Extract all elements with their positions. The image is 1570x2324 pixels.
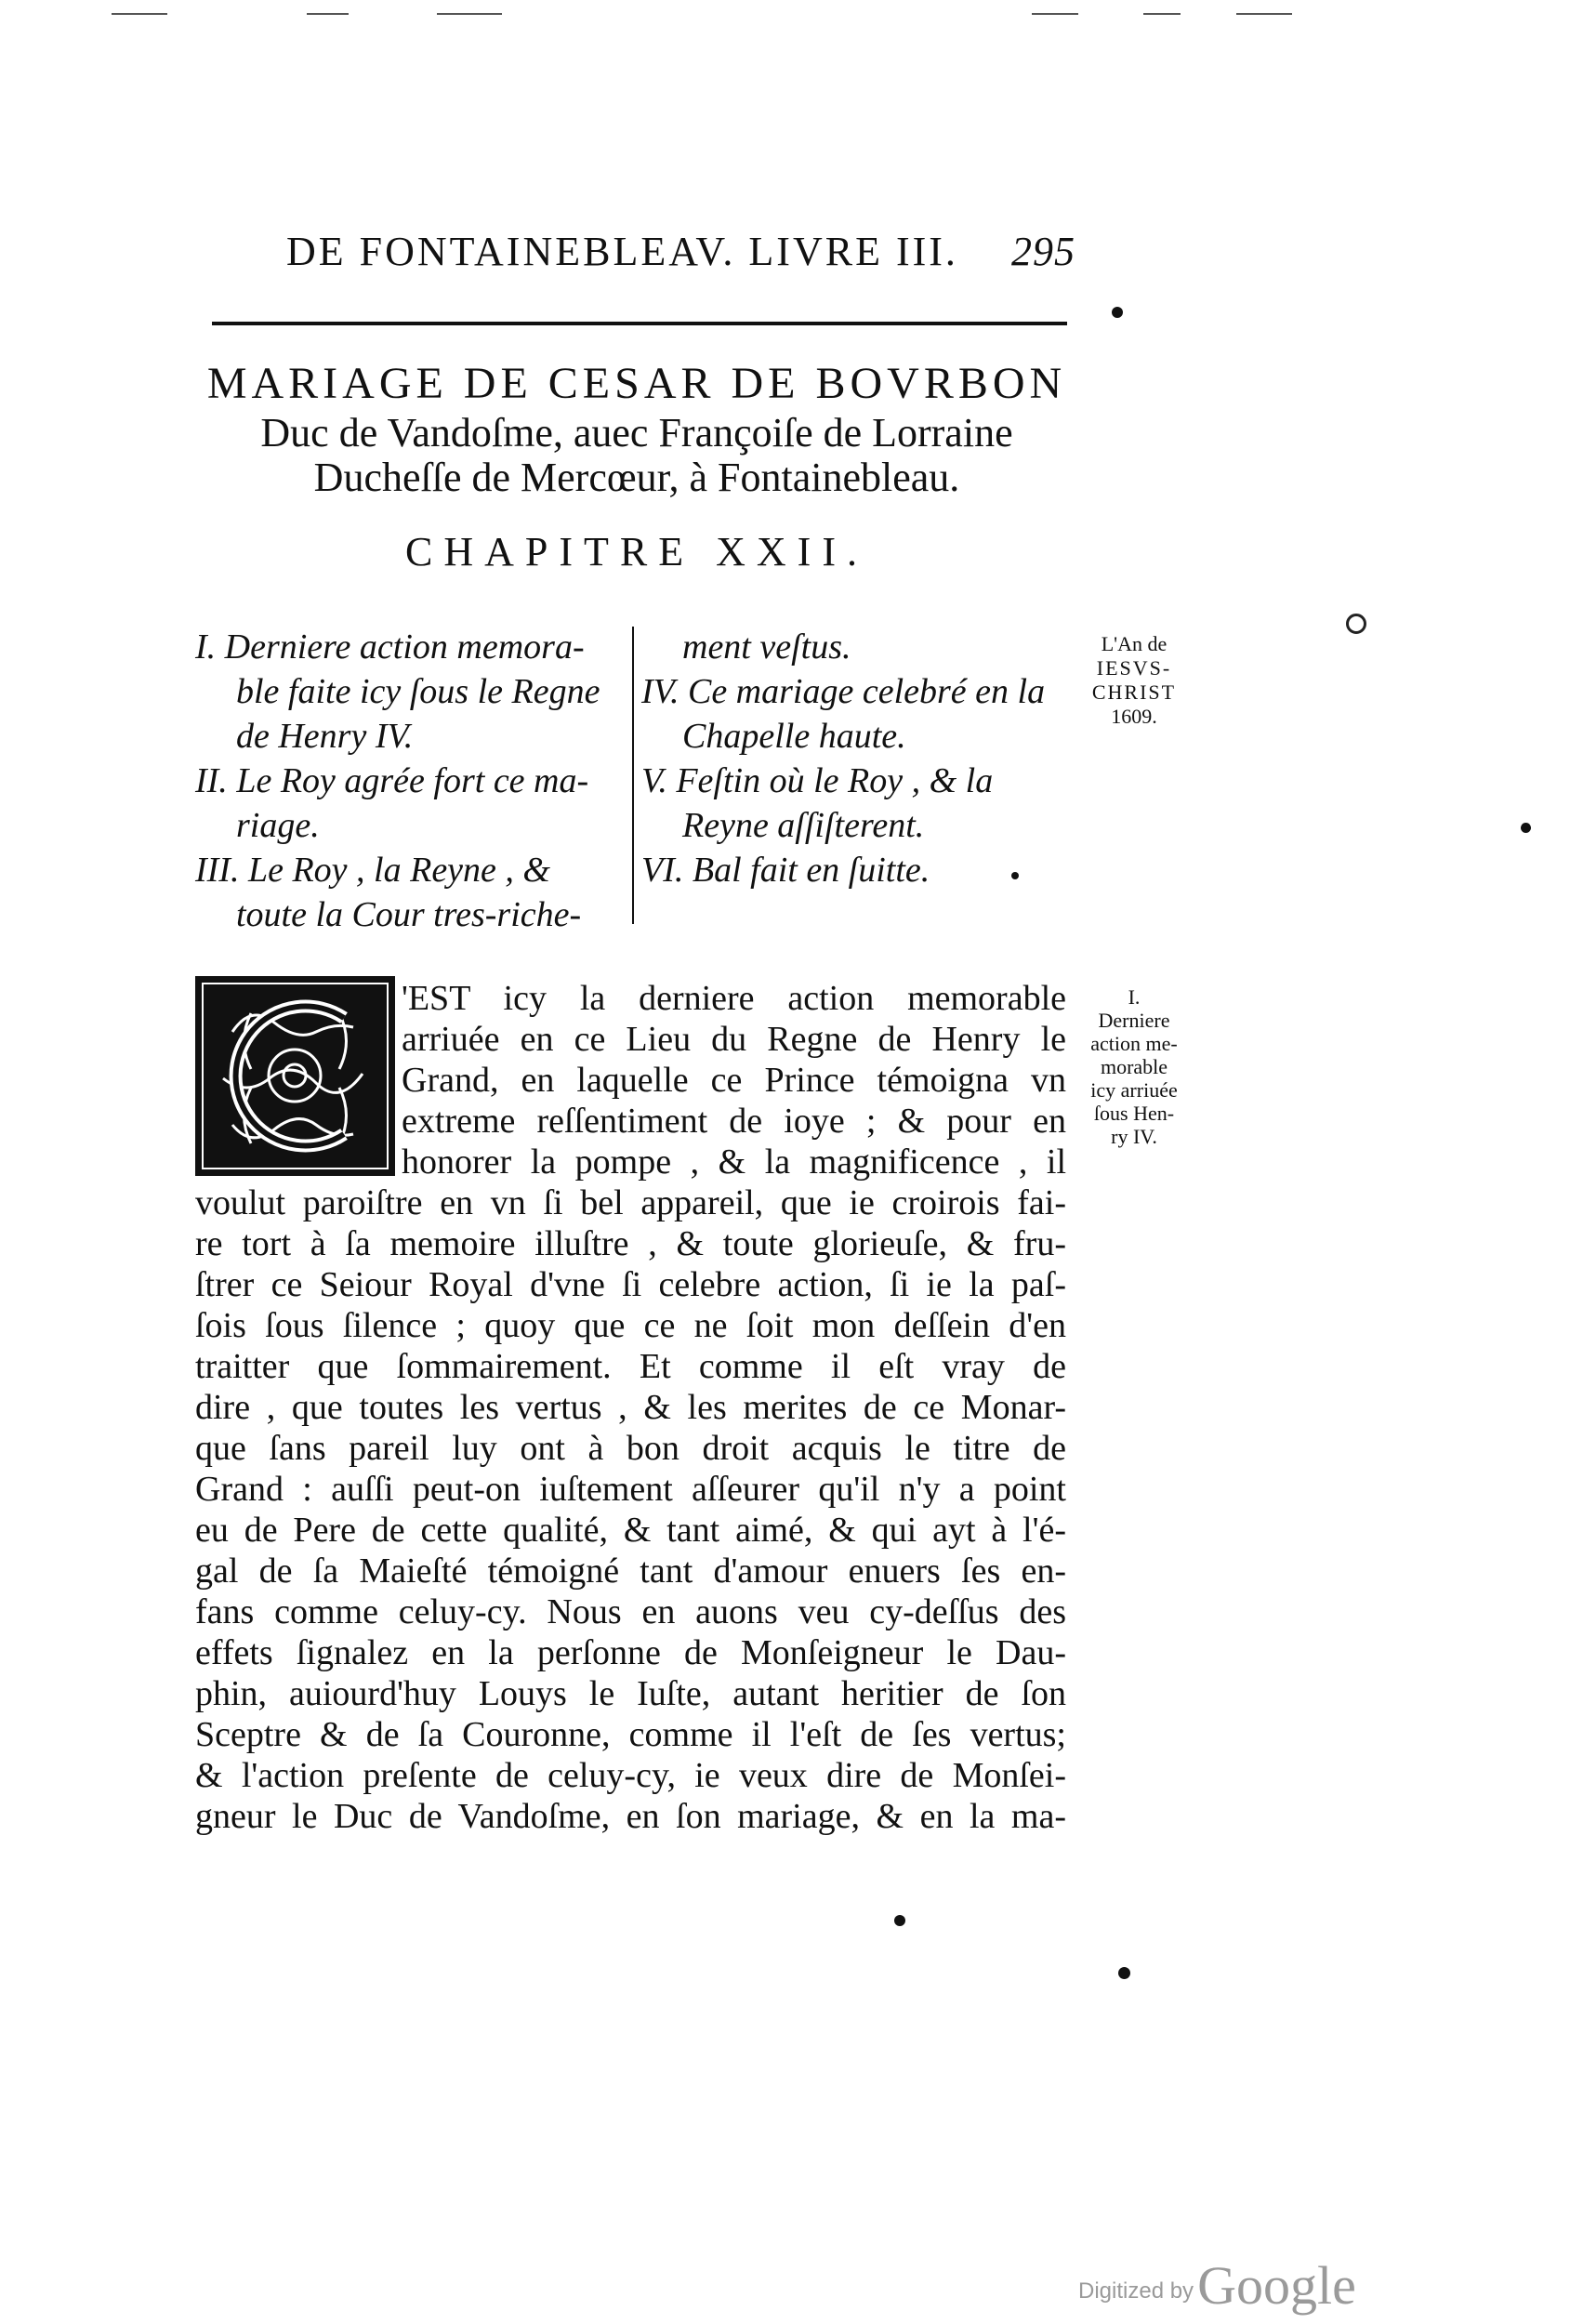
summary-text: Le Roy , la Reyne , & <box>247 851 550 890</box>
ink-speck <box>1118 1967 1130 1979</box>
summary-right-column <box>641 625 1078 892</box>
body-line: fans comme celuy-cy. Nous en auons veu cy-deſſus des <box>195 1592 1066 1631</box>
body-line: & l'action preſente de celuy-cy, ie veux dire de Monſei- <box>195 1756 1066 1795</box>
body-line: ſois ſous ſilence ; quoy que ce ne ſoit mon deſſein d'en <box>195 1306 1066 1345</box>
summary-continuation: riage. <box>236 806 320 845</box>
page-number: 295 <box>1011 229 1075 274</box>
chapter-title-line-1: MARIAGE DE CESAR DE BOVRBON <box>206 359 1067 408</box>
summary-text: Feſtin où le Roy , & la <box>676 761 994 800</box>
running-title: DE FONTAINEBLEAV. LIVRE III. <box>286 229 958 274</box>
summary-number: I. <box>195 627 217 667</box>
chapter-title-line-2: Duc de Vandoſme, auec Françoiſe de Lorraine <box>260 410 1013 456</box>
body-line: effets ſignalez en la perſonne de Monſeigneur le Dau- <box>195 1633 1066 1672</box>
summary-item <box>641 848 1078 892</box>
summary-item <box>195 759 632 848</box>
running-head <box>286 228 1123 284</box>
summary-number: IV. <box>641 672 679 711</box>
margin-date-line: L'An de <box>1101 632 1168 655</box>
body-line: Grand : auſſi peut-on iuſtement aſſeurer qu'il n'y a point <box>195 1470 1066 1509</box>
body-line: extreme reſſentiment de ioye ; & pour en <box>402 1102 1066 1141</box>
summary-item <box>195 848 632 937</box>
body-line: gal de ſa Maieſté témoigné tant d'amour enuers ſes en- <box>195 1552 1066 1591</box>
watermark-prefix: Digitized by <box>1078 2278 1194 2304</box>
margin-date-line: CHRIST <box>1091 680 1177 704</box>
scan-mark <box>1032 13 1078 15</box>
scan-mark <box>307 13 349 15</box>
body-line: eu de Pere de cette qualité, & tant aimé, & qui ayt à l'é- <box>195 1511 1066 1550</box>
margin-date-year: 1609. <box>1111 705 1157 728</box>
summary-number: II. <box>195 761 228 800</box>
digitized-watermark <box>1078 2254 1478 2319</box>
google-logo: Google <box>1197 2255 1356 2316</box>
chapter-title-line-3: Ducheſſe de Mercœur, à Fontainebleau. <box>313 455 960 500</box>
body-line: traitter que ſommairement. Et comme il eſt vray de <box>195 1347 1066 1386</box>
summary-text: Ce mariage celebré en la <box>687 672 1046 711</box>
summary-column-divider <box>632 627 634 924</box>
body-line: ſtrer ce Seiour Royal d'vne ſi celebre action, ſi ie la paſ- <box>195 1265 1066 1304</box>
summary-item <box>195 625 632 759</box>
header-rule <box>212 322 1067 325</box>
body-line: que ſans pareil luy ont à bon droit acquis le titre de <box>195 1429 1066 1468</box>
margin-note-line: Derniere <box>1098 1009 1170 1032</box>
body-line: honorer la pompe , & la magnificence , il <box>402 1142 1066 1182</box>
margin-note-line: action me- <box>1090 1032 1178 1055</box>
scan-mark <box>437 13 502 15</box>
summary-item <box>641 759 1078 848</box>
summary-continuation: de Henry IV. <box>236 717 414 756</box>
body-line: arriuée en ce Lieu du Regne de Henry le <box>402 1020 1066 1059</box>
summary-continuation: Reyne aſſiſterent. <box>682 806 925 845</box>
summary-number: VI. <box>641 851 684 890</box>
margin-note-line: morable <box>1100 1055 1168 1078</box>
summary-item <box>641 625 1078 669</box>
scan-mark <box>1143 13 1181 15</box>
scan-mark <box>1236 13 1292 15</box>
summary-continuation: ble faite icy ſous le Regne <box>236 672 600 711</box>
body-line: re tort à ſa memoire illuſtre , & toute glorieuſe, & fru- <box>195 1224 1066 1263</box>
body-line: voulut paroiſtre en vn ſi bel appareil, que ie croirois fai- <box>195 1183 1066 1222</box>
body-line: Sceptre & de ſa Couronne, comme il l'eſt de ſes vertus; <box>195 1715 1066 1754</box>
margin-date-line: IESVS- <box>1096 656 1172 680</box>
body-line: dire , que toutes les vertus , & les merites de ce Monar- <box>195 1388 1066 1427</box>
margin-note <box>1069 985 1199 1148</box>
margin-note-line: ſous Hen- <box>1093 1102 1175 1125</box>
summary-text: Derniere action memora- <box>224 627 585 667</box>
margin-note-line: I. <box>1128 985 1141 1009</box>
summary-continuation: toute la Cour tres-riche- <box>236 895 582 934</box>
summary-text: Bal fait en ſuitte. <box>692 851 930 890</box>
summary-left-column <box>195 625 632 937</box>
ink-speck <box>1521 823 1531 833</box>
ink-speck <box>1346 614 1366 634</box>
body-line: phin, auiourd'huy Louys le Iuſte, autant heritier de ſon <box>195 1674 1066 1713</box>
margin-note-line: ry IV. <box>1111 1125 1157 1148</box>
summary-item <box>641 669 1078 759</box>
summary-text: Le Roy agrée fort ce ma- <box>236 761 589 800</box>
summary-number: III. <box>195 851 240 890</box>
scan-mark <box>112 13 167 15</box>
ink-speck <box>1112 307 1123 318</box>
ink-speck <box>894 1915 905 1926</box>
chapter-heading: CHAPITRE XXII. <box>405 529 868 574</box>
body-line: 'EST icy la derniere action memorable <box>402 979 1066 1018</box>
margin-date <box>1078 632 1190 729</box>
summary-continuation: Chapelle haute. <box>682 717 906 756</box>
summary-continuation: ment veſtus. <box>682 627 851 667</box>
summary-number: V. <box>641 761 667 800</box>
body-line: Grand, en laquelle ce Prince témoigna vn <box>402 1061 1066 1100</box>
margin-note-line: icy arriuée <box>1090 1078 1178 1102</box>
decorated-initial <box>195 976 395 1176</box>
body-line: gneur le Duc de Vandoſme, en ſon mariage, & en la ma- <box>195 1797 1066 1836</box>
